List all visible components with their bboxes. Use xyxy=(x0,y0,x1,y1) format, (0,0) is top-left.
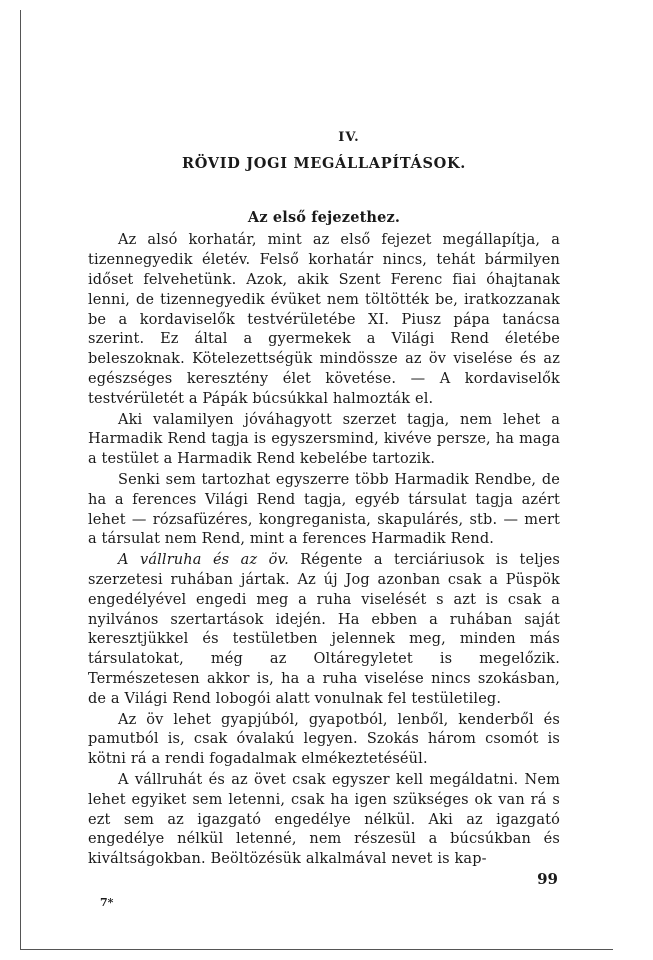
paragraph-vallruha-text: Régente a terciáriusok is teljes szerzetesi ruhában jártak. Az új Jog azonban csak a Püspök engedélyével engedi meg a ruha viselését s azt is csak a nyilvános szertartások idején. Ha ebben a ruhában saját keresztjükkel és testületben jelennek meg, minden más társulatokat, még az Oltáregyletet is megelőzik. Természetesen akkor is, ha a ruha viselése nincs szokásban, de a Világi Rend lobogói alatt vonulnak fel testületileg. xyxy=(88,552,561,707)
paragraph-religious-members: Aki valamilyen jóváhagyott szerzet tagja, nem lehet a Harmadik Rend tagja is egyszersmind, kivéve persze, ha maga a testület a Harmadik Rend kebelébe tartozik. xyxy=(88,411,560,468)
signature-mark: 7* xyxy=(100,896,114,909)
page-border-bottom xyxy=(20,949,613,950)
paragraph-vallruha xyxy=(88,551,560,709)
chapter-title: RÖVID JOGI MEGÁLLAPÍTÁSOK. xyxy=(181,154,467,172)
paragraph-belt: Az öv lehet gyapjúból, gyapotból, lenből, kenderből és pamutból is, csak óvalakú legyen. Szokás három csomót is kötni rá a rendi fogadalmak elmékeztetéséül. xyxy=(88,711,560,768)
page-number: 99 xyxy=(537,870,558,888)
paragraph-vallruha-lead: A vállruha és az öv. xyxy=(118,552,289,569)
section-title: Az első fejezethez. xyxy=(247,208,401,226)
paragraph-blessing: A vállruhát és az övet csak egyszer kell megáldatni. Nem lehet egyiket sem letenni, csak ha igen szükséges ok van rá s ezt sem az igazgató engedélye nélkül. Aki az igazgató engedélye nélkül letenné, nem részesül a búcsúkban és kiváltságokban. Beöltözésük alkalmával nevet is kap- xyxy=(88,771,560,868)
page-text xyxy=(88,128,560,871)
paragraph-multiple-orders: Senki sem tartozhat egyszerre több Harmadik Rendbe, de ha a ferences Világi Rend tagja, egyéb társulat tagja azért lehet — rózsafüzéres, kongreganista, skapulárés, stb. — mert a társulat nem Rend, mint a ferences Harmadik Rend. xyxy=(88,471,560,548)
chapter-number: IV. xyxy=(338,130,360,145)
page-border-left xyxy=(20,10,21,950)
paragraph-age-limits: Az alsó korhatár, mint az első fejezet megállapítja, a tizennegyedik életév. Felső korhatár nincs, tehát bármilyen időset felvehetünk. Azok, akik Szent Ferenc fiai óhajtanak lenni, de tizennegyedik évüket nem töltötték be, iratkozzanak be a kordaviselők testvérületébe XI. Piusz pápa tanácsa szerint. Ez által a gyermekek a Világi Rend életébe beleszoknak. Kötelezettségük mindössze az öv viselése és az egészséges keresztény élet követése. — A kordaviselők testvérületét a Pápák búcsúkkal halmozták el. xyxy=(88,232,560,407)
